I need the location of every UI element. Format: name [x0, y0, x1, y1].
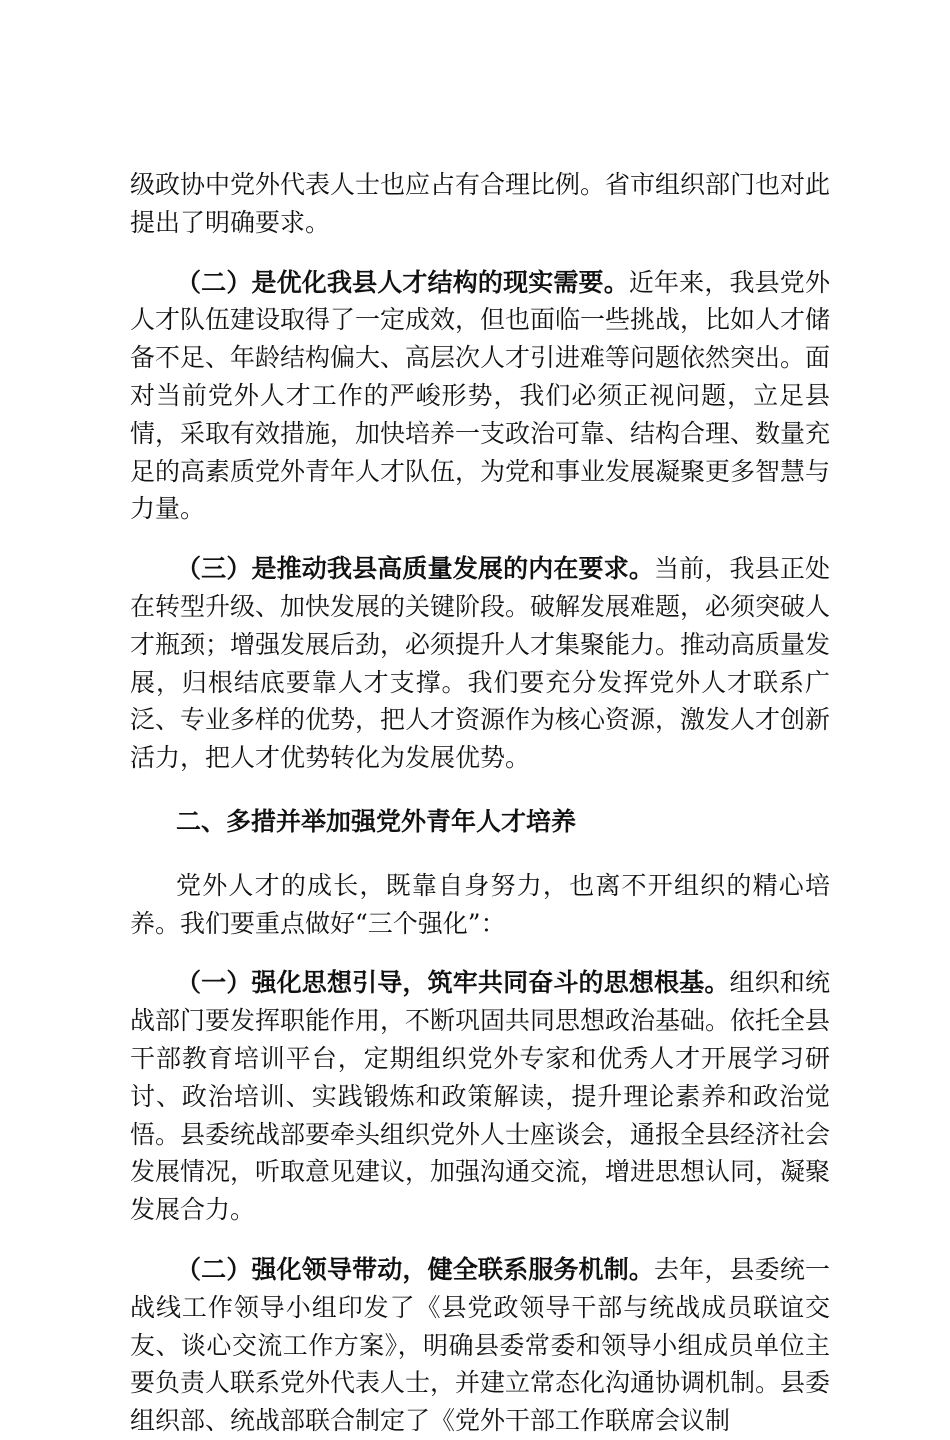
paragraph-measure-1: [130, 964, 830, 1229]
paragraph-continuation: [130, 166, 830, 242]
paragraph-text: 去年，县委统一战线工作领导小组印发了《县党政领导干部与统战成员联谊交友、谈心交流工作方案》，明确县委常委和领导小组成员单位主要负责人联系党外代表人士，并建立常态化沟通协调机制。县委组织部、统战部联合制定了《党外干部工作联席会议制: [130, 1254, 831, 1436]
paragraph-text: 当前，我县正处在转型升级、加快发展的关键阶段。破解发展难题，必须突破人才瓶颈；增强发展后劲，必须提升人才集聚能力。推动高质量发展，归根结底要靠人才支撑。我们要充分发挥党外人才联系广泛、专业多样的优势，把人才资源作为核心资源，激发人才创新活力，把人才优势转化为发展优势。: [130, 554, 831, 773]
section-lead: （二）强化领导带动，健全联系服务机制。: [176, 1254, 655, 1284]
section-lead: （三）是推动我县高质量发展的内在要求。: [176, 554, 655, 584]
paragraph-section-2: [130, 264, 830, 529]
paragraph-text: 级政协中党外代表人士也应占有合理比例。省市组织部门也对此提出了明确要求。: [130, 170, 831, 237]
chapter-heading: 二、多措并举加强党外青年人才培养: [176, 806, 577, 836]
paragraph-text: 组织和统战部门要发挥职能作用，不断巩固共同思想政治基础。依托全县干部教育培训平台，定期组织党外专家和优秀人才开展学习研讨、政治培训、实践锻炼和政策解读，提升理论素养和政治觉悟。县委统战部要牵头组织党外人士座谈会，通报全县经济社会发展情况，听取意见建议，加强沟通交流，增进思想认同，凝聚发展合力。: [130, 968, 831, 1225]
paragraph-measure-2: [130, 1251, 830, 1440]
paragraph-text: 近年来，我县党外人才队伍建设取得了一定成效，但也面临一些挑战，比如人才储备不足、年龄结构偏大、高层次人才引进难等问题依然突出。面对当前党外人才工作的严峻形势，我们必须正视问题，立足县情，采取有效措施，加快培养一支政治可靠、结构合理、数量充足的高素质党外青年人才队伍，为党和事业发展凝聚更多智慧与力量。: [130, 267, 831, 524]
section-lead: （二）是优化我县人才结构的现实需要。: [176, 267, 629, 297]
paragraph-section-3: [130, 550, 830, 777]
paragraph-text: 党外人才的成长，既靠自身努力，也离不开组织的精心培养。我们要重点做好“三个强化”：: [130, 870, 830, 938]
document-body: [130, 166, 830, 1440]
section-lead: （一）强化思想引导，筑牢共同奋斗的思想根基。: [176, 968, 730, 998]
paragraph-intro: [130, 867, 830, 943]
